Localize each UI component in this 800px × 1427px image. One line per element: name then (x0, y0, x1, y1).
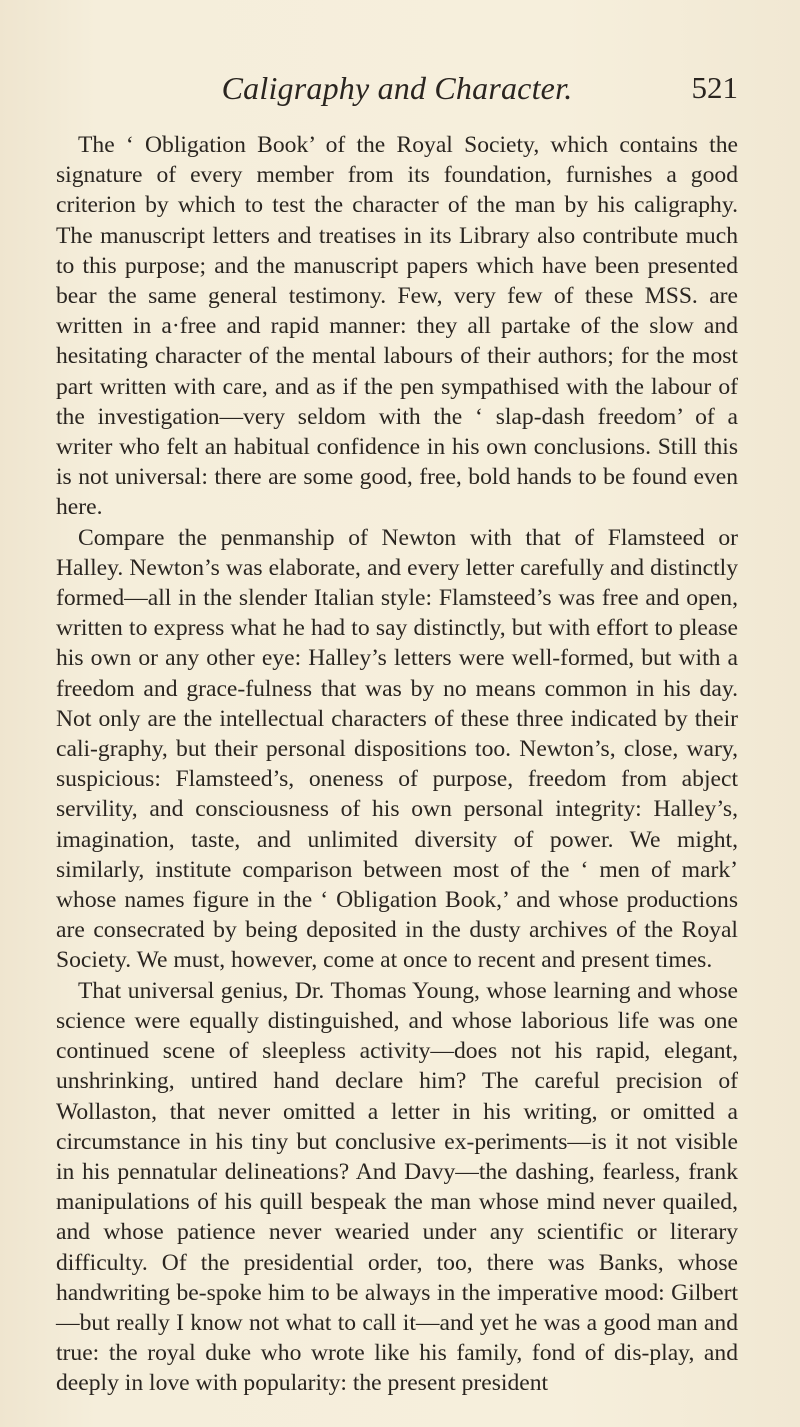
running-title: Caligraphy and Character. (221, 70, 573, 106)
paragraph: Compare the penmanship of Newton with that of Flamsteed or Halley. Newton’s was elaborate, and every letter carefully and distinctly formed—all in the slender Italian style: Flamsteed’s was free and open, written to express what he had to say distinctly, but with effort to please his own or any other eye: Halley’s letters were well-formed, but with a freedom and grace-fulness that was by no means common in his day. Not only are the intellectual characters of these three indicated by their cali-graphy, but their personal dispositions too. Newton’s, close, wary, suspicious: Flamsteed’s, oneness of purpose, freedom from abject servility, and consciousness of his own personal integrity: Halley’s, imagination, taste, and unlimited diversity of power. We might, similarly, institute comparison between most of the ‘ men of mark’ whose names figure in the ‘ Obligation Book,’ and whose productions are consecrated by being deposited in the dusty archives of the Royal Society. We must, however, come at once to recent and present times. (56, 524, 738, 974)
body-text (56, 130, 738, 1399)
paragraph: That universal genius, Dr. Thomas Young, whose learning and whose science were equally distinguished, and whose laborious life was one continued scene of sleepless activity—does not his rapid, elegant, unshrinking, untired hand declare him? The careful precision of Wollaston, that never omitted a letter in his writing, or omitted a circumstance in his tiny but conclusive ex-periments—is it not visible in his pennatular delineations? And Davy—the dashing, fearless, frank manipulations of his quill bespeak the man whose mind never quailed, and whose patience never wearied under any scientific or literary difficulty. Of the presidential order, too, there was Banks, whose handwriting be-spoke him to be always in the imperative mood: Gilbert—but really I know not what to call it—and yet he was a good man and true: the royal duke who wrote like his family, fond of dis-play, and deeply in love with popularity: the present president (56, 977, 738, 1397)
page-number: 521 (691, 70, 738, 105)
paragraph: The ‘ Obligation Book’ of the Royal Society, which contains the signature of every member from its foundation, furnishes a good criterion by which to test the character of the man by his caligraphy. The manuscript letters and treatises in its Library also contribute much to this purpose; and the manuscript papers which have been presented bear the same general testimony. Few, very few of these MSS. are written in a·free and rapid manner: they all partake of the slow and hesitating character of the mental labours of their authors; for the most part written with care, and as if the pen sympathised with the labour of the investigation—very seldom with the ‘ slap-dash freedom’ of a writer who felt an habitual confidence in his own conclusions. Still this is not universal: there are some good, free, bold hands to be found even here. (56, 132, 738, 521)
running-head (56, 70, 738, 110)
